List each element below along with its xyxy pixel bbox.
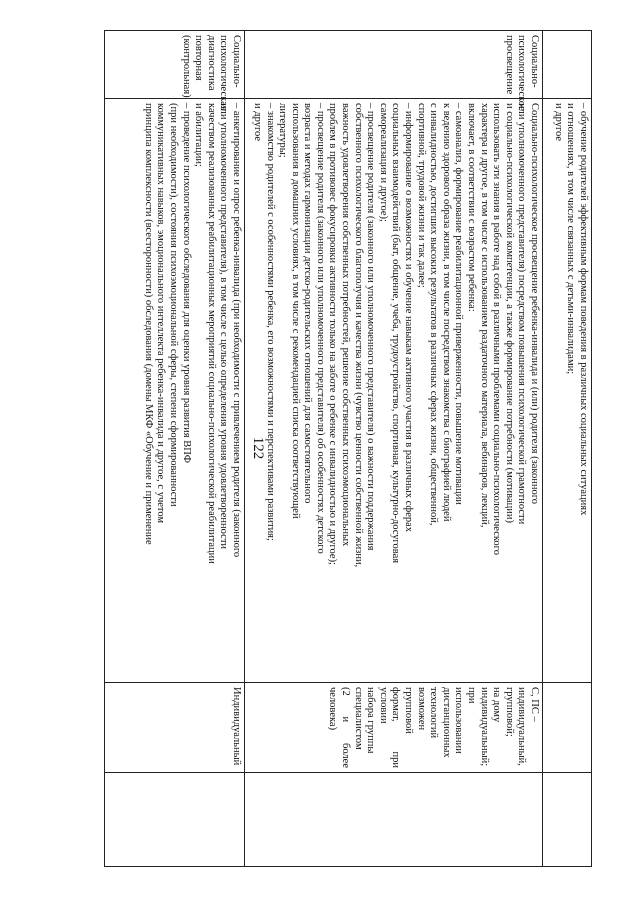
form-line: индивидуальный, [516, 687, 528, 766]
section-cell [543, 31, 592, 99]
content-line: качеством реализованных реабилитационных мероприятий социально-психологической реабилитации [205, 103, 217, 564]
page-number: 122 [250, 436, 266, 460]
content-line: литературы; [277, 103, 289, 158]
content-line: – анкетирование и опрос ребенка-инвалида (при необходимости с привлечением родителя (законного [231, 103, 242, 558]
content-line: – информирование о возможностях и обучение навыкам активного участия в различных сферах [403, 103, 415, 533]
form-line: дистанционных [440, 687, 452, 758]
form-line: групповой; [503, 687, 515, 737]
form-line: возможен групповой [403, 687, 427, 734]
content-line: и другое [251, 103, 263, 142]
content-line: характера и другое, в том числе с использованием раздаточного материала, вебинаров, лекций, [478, 103, 490, 528]
content-cell [543, 99, 592, 683]
content-line: и абилитации; [193, 103, 205, 167]
content-line: – просвещение родителя (законного или уполномоченного представителя) о важности поддержания [365, 103, 377, 551]
rehabilitation-table [104, 30, 592, 867]
form-line: на дому [491, 687, 503, 723]
content-line: или уполномоченного представителя) посредством повышения психологической грамотности [516, 103, 528, 525]
form-line: индивидуальный; [478, 687, 490, 767]
content-line: и социально-психологической компетенции, а также формирование потребности (мотивации) [503, 103, 515, 523]
content-line: собственного психологического благополучия и качества жизни (чувство ценности собственной жизни, [352, 103, 364, 568]
table-row [105, 31, 245, 867]
note-cell [105, 773, 245, 867]
content-cell [245, 99, 543, 683]
form-cell [245, 683, 543, 773]
table-row [245, 31, 543, 867]
content-line: спортивной, трудовой жизни и так далее; [415, 103, 427, 288]
content-line: включает, в соответствии с возрастом ребенка: [466, 103, 478, 312]
content-line: (при необходимости), состояния психоэмоциональной сферы, степени сформированности [168, 103, 180, 507]
form-line: С, ПС – [529, 687, 540, 722]
content-line: коммуникативных навыков, эмоционального интеллекта ребенка-инвалида и другое, с учетом [155, 103, 167, 524]
form-line: формат, при условии [377, 687, 402, 768]
content-line: проблем в противовес фокусировки активности только на заботе о ребенке с инвалидностью и другое); [327, 103, 339, 565]
form-cell [543, 683, 592, 773]
section-cell: Социально-психологическая диагностика повторная (контрольная) [105, 31, 245, 99]
content-line: – проведение психологического обследования для оценки уровня развития ВПФ [180, 103, 192, 464]
content-line: и другое [552, 103, 564, 142]
form-line: при использовании [453, 687, 478, 754]
content-line: принципа комплексности (всесторонности) обследования (домены МКФ «Обучение и применение [142, 103, 154, 545]
section-cell: Социально-психологическое просвещение [245, 31, 543, 99]
content-line: Социально-психологическое просвещение ребенка-инвалида и (или) родителя (законного [529, 103, 540, 505]
content-line: к ведению здорового образа жизни, в том числе посредством знакомства с биографией людей [440, 103, 452, 522]
form-line: технологий [428, 687, 440, 739]
content-line: важность удовлетворения собственных потребностей, решение собственных психоэмоциональных [340, 103, 352, 547]
content-line: социальных взаимодействий (быт, общение, учеба, трудоустройство, спортивная, культурно-досуговая [390, 103, 402, 564]
content-line: возраста и методах гармонизации детско-родительских отношений для самостоятельного [302, 103, 314, 504]
content-line: самореализация и другое); [377, 103, 389, 222]
form-line: набора группы [365, 687, 377, 754]
table-row [543, 31, 592, 867]
form-line: (2 и более человека) [327, 687, 352, 768]
content-line: – самоанализ, формирование реабилитационной приверженности, повышение мотивации [453, 103, 465, 505]
content-line: использования в домашних условиях, в том числе с рекомендацией списка соответствующей [289, 103, 301, 519]
note-cell [245, 773, 543, 867]
content-line: – просвещение родителя (законного или уполномоченного представителя) об особенностях детского [314, 103, 326, 554]
form-line: специалистом [352, 687, 364, 750]
note-cell [543, 773, 592, 867]
content-line: или уполномоченного представителя), в том числе с целью определения уровня удовлетворенности [218, 103, 230, 550]
content-line: использовать эти знания в работе над собой в различными проблемами социально-психологического [491, 103, 503, 555]
rotated-table-page [48, 30, 592, 866]
content-line: – обучение родителей эффективным формам поведения в различных социальных ситуациях [578, 103, 589, 516]
content-line: – знакомство родителей с особенностями ребенка, его возможностями и перспективами развития; [264, 103, 276, 541]
content-cell [105, 99, 245, 683]
content-line: и отношениях, в том числе связанных с детьми-инвалидами; [565, 103, 577, 375]
content-line: с инвалидностью, достигших высоких результатов в различных сферах жизни, общественной, [428, 103, 440, 526]
form-cell: Индивидуальный [105, 683, 245, 773]
